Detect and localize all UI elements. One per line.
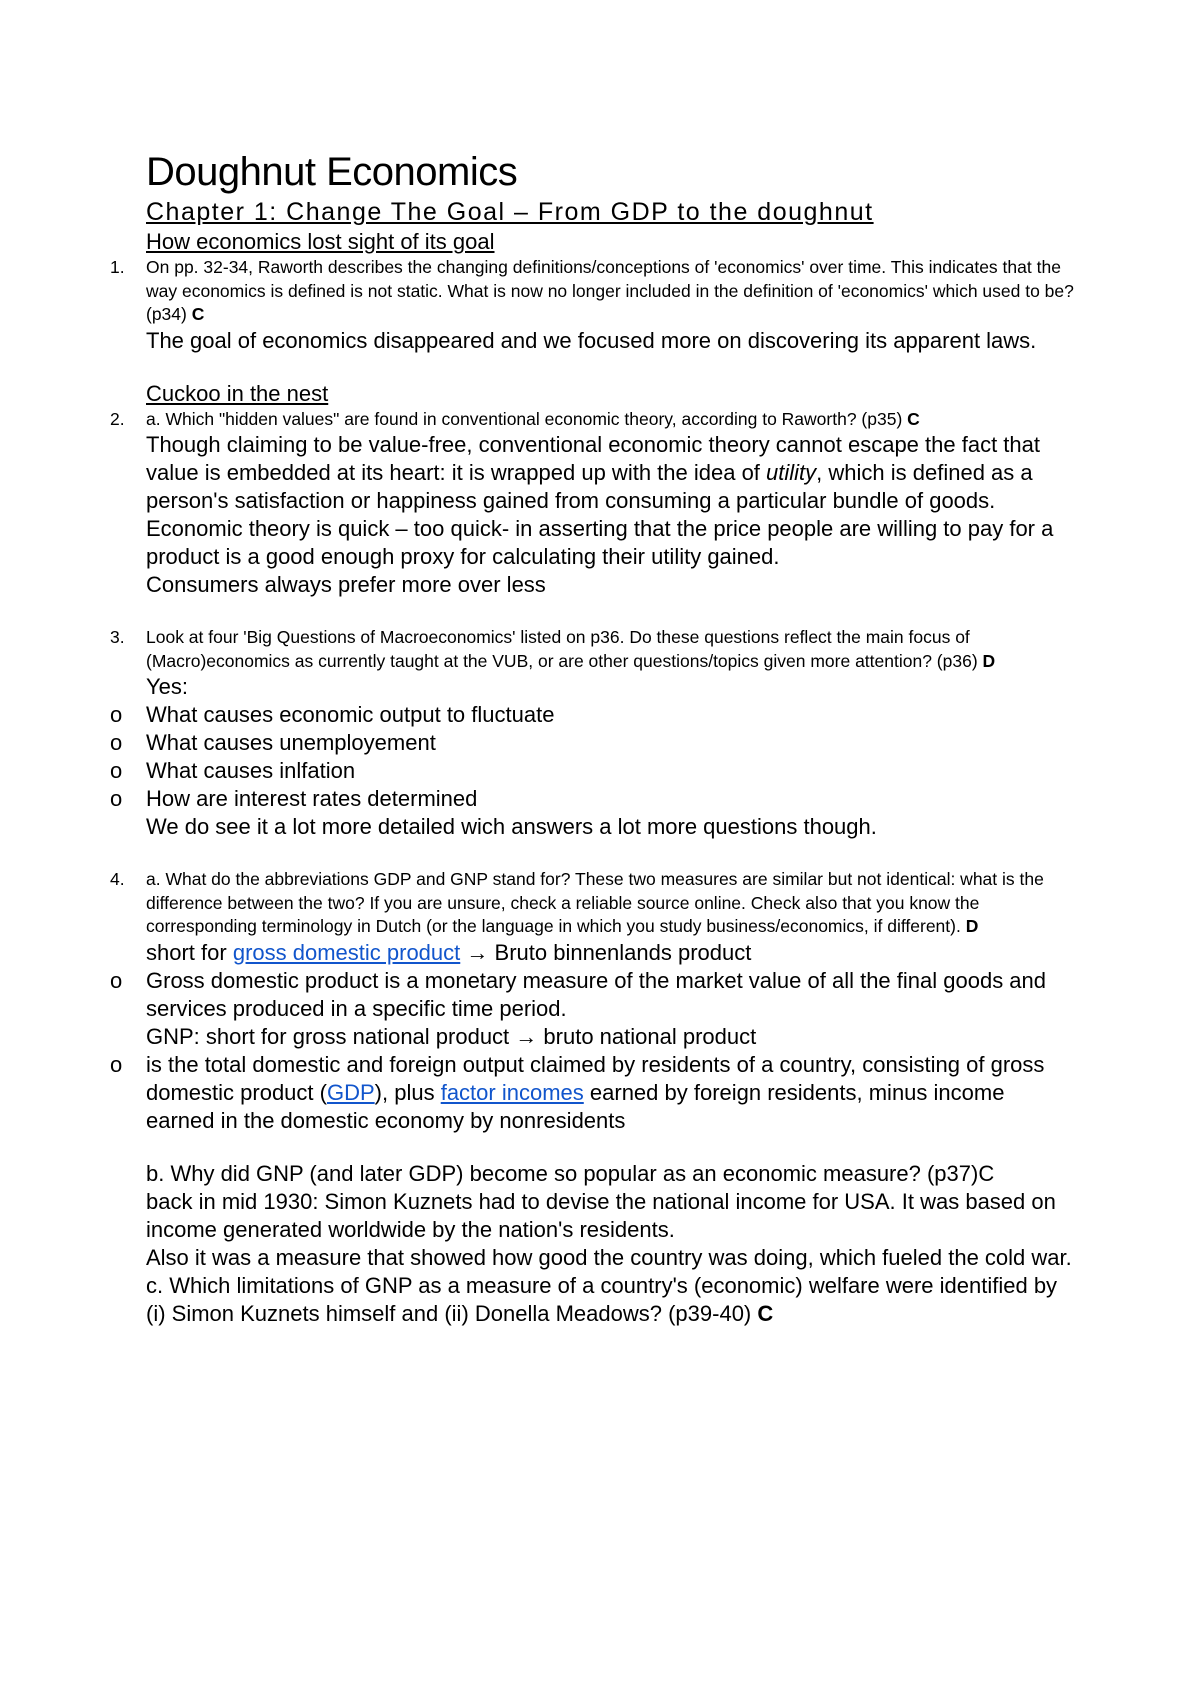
bullet-icon: o [110,758,123,783]
gdp-abbrev-link[interactable]: GDP [326,1079,375,1105]
question-number: 1. [110,257,125,277]
document-page [110,148,1076,1328]
question-1 [110,256,1076,327]
gdp-definition: short for gross domestic product → Bruto binnenlands product [146,939,752,965]
factor-incomes-link[interactable]: factor incomes [440,1079,584,1105]
bullet-icon: o [110,967,123,993]
gnp-definition: GNP: short for gross national product → bruto national product [146,1023,757,1049]
question-4c: c. Which limitations of GNP as a measure of a country's (economic) welfare were identified by (i) Simon Kuznets himself and (ii) Donella Meadows? (p39-40) C [146,1272,1058,1326]
list-item: o What causes unemployement [110,730,436,755]
arrow-right-icon: → [466,939,489,965]
bullet-icon: o [110,1051,123,1077]
answer-3-outro: We do see it a lot more detailed wich answers a lot more questions though. [146,814,877,839]
list-item: o What causes economic output to fluctuate [110,702,555,727]
gdp-link[interactable]: gross domestic product [232,939,461,965]
document-title: Doughnut Economics [146,150,518,194]
question-text: a. What do the abbreviations GDP and GNP stand for? These two measures are similar but not identical: what is the difference between the two? If you are unsure, check a reliable source online. Check also that you know the corresponding terminology in Dutch (or the language in which you study business/economics, if different). [146,869,1044,936]
arrow-right-icon: → [515,1023,538,1049]
bullet-icon: o [110,786,123,811]
grade-label: D [982,650,996,671]
answer-1: The goal of economics disappeared and we focused more on discovering its apparent laws. [146,327,1037,353]
answer-4b-paragraph-1: back in mid 1930: Simon Kuznets had to devise the national income for USA. It was based on income generated worldwide by the nation's residents. [146,1188,1056,1242]
question-3 [110,626,1076,673]
question-text: Look at four 'Big Questions of Macroeconomics' listed on p36. Do these questions reflect the main focus of (Macro)economics as currently taught at the VUB, or are other questions/topics given more attention? (p36) [146,627,978,671]
bullet-icon: o [110,730,123,755]
section-heading-goal: How economics lost sight of its goal [146,229,495,254]
question-number: 4. [110,869,125,889]
grade-label: C [757,1300,774,1326]
question-text: On pp. 32-34, Raworth describes the changing definitions/conceptions of 'economics' over time. This indicates that the way economics is defined is not static. What is now no longer included in the definition of 'economics' which used to be? (p34) [146,257,1074,324]
question-text: a. Which "hidden values" are found in conventional economic theory, according to Raworth? (p35) [146,408,903,429]
utility-term: utility [766,460,817,485]
list-item: o Gross domestic product is a monetary measure of the market value of all the final goods and services produced in a specific time period. [110,967,1047,1021]
question-4b: b. Why did GNP (and later GDP) become so popular as an economic measure? (p37)C [146,1160,995,1186]
question-4 [110,868,1076,939]
section-heading-cuckoo: Cuckoo in the nest [146,380,329,406]
list-item: o is the total domestic and foreign output claimed by residents of a country, consisting of gross domestic product (GDP), plus factor incomes earned by foreign residents, minus income earned in the domestic economy by nonresidents [110,1051,1045,1133]
question-2 [110,408,1076,432]
chapter-heading: Chapter 1: Change The Goal – From GDP to the doughnut [146,198,874,226]
bullet-icon: o [110,702,123,727]
grade-label: C [907,408,920,429]
grade-label: C [191,304,205,324]
grade-label: D [965,916,979,936]
answer-2-paragraph-2: Economic theory is quick – too quick- in asserting that the price people are willing to pay for a product is a good enough proxy for calculating their utility gained. [146,516,1054,569]
question-number: 2. [110,408,125,429]
answer-2-paragraph-3: Consumers always prefer more over less [146,572,546,597]
list-item: o How are interest rates determined [110,786,478,811]
list-item: o What causes inlfation [110,758,356,783]
answer-3-intro: Yes: [146,674,189,699]
question-number: 3. [110,627,125,647]
answer-4b-paragraph-2: Also it was a measure that showed how good the country was doing, which fueled the cold war. [146,1244,1072,1270]
answer-2-paragraph-1: Though claiming to be value-free, conventional economic theory cannot escape the fact that value is embedded at its heart: it is wrapped up with the idea of utility, which is defined as a person's satisfaction or happiness gained from consuming a particular bundle of goods. [146,432,1040,513]
